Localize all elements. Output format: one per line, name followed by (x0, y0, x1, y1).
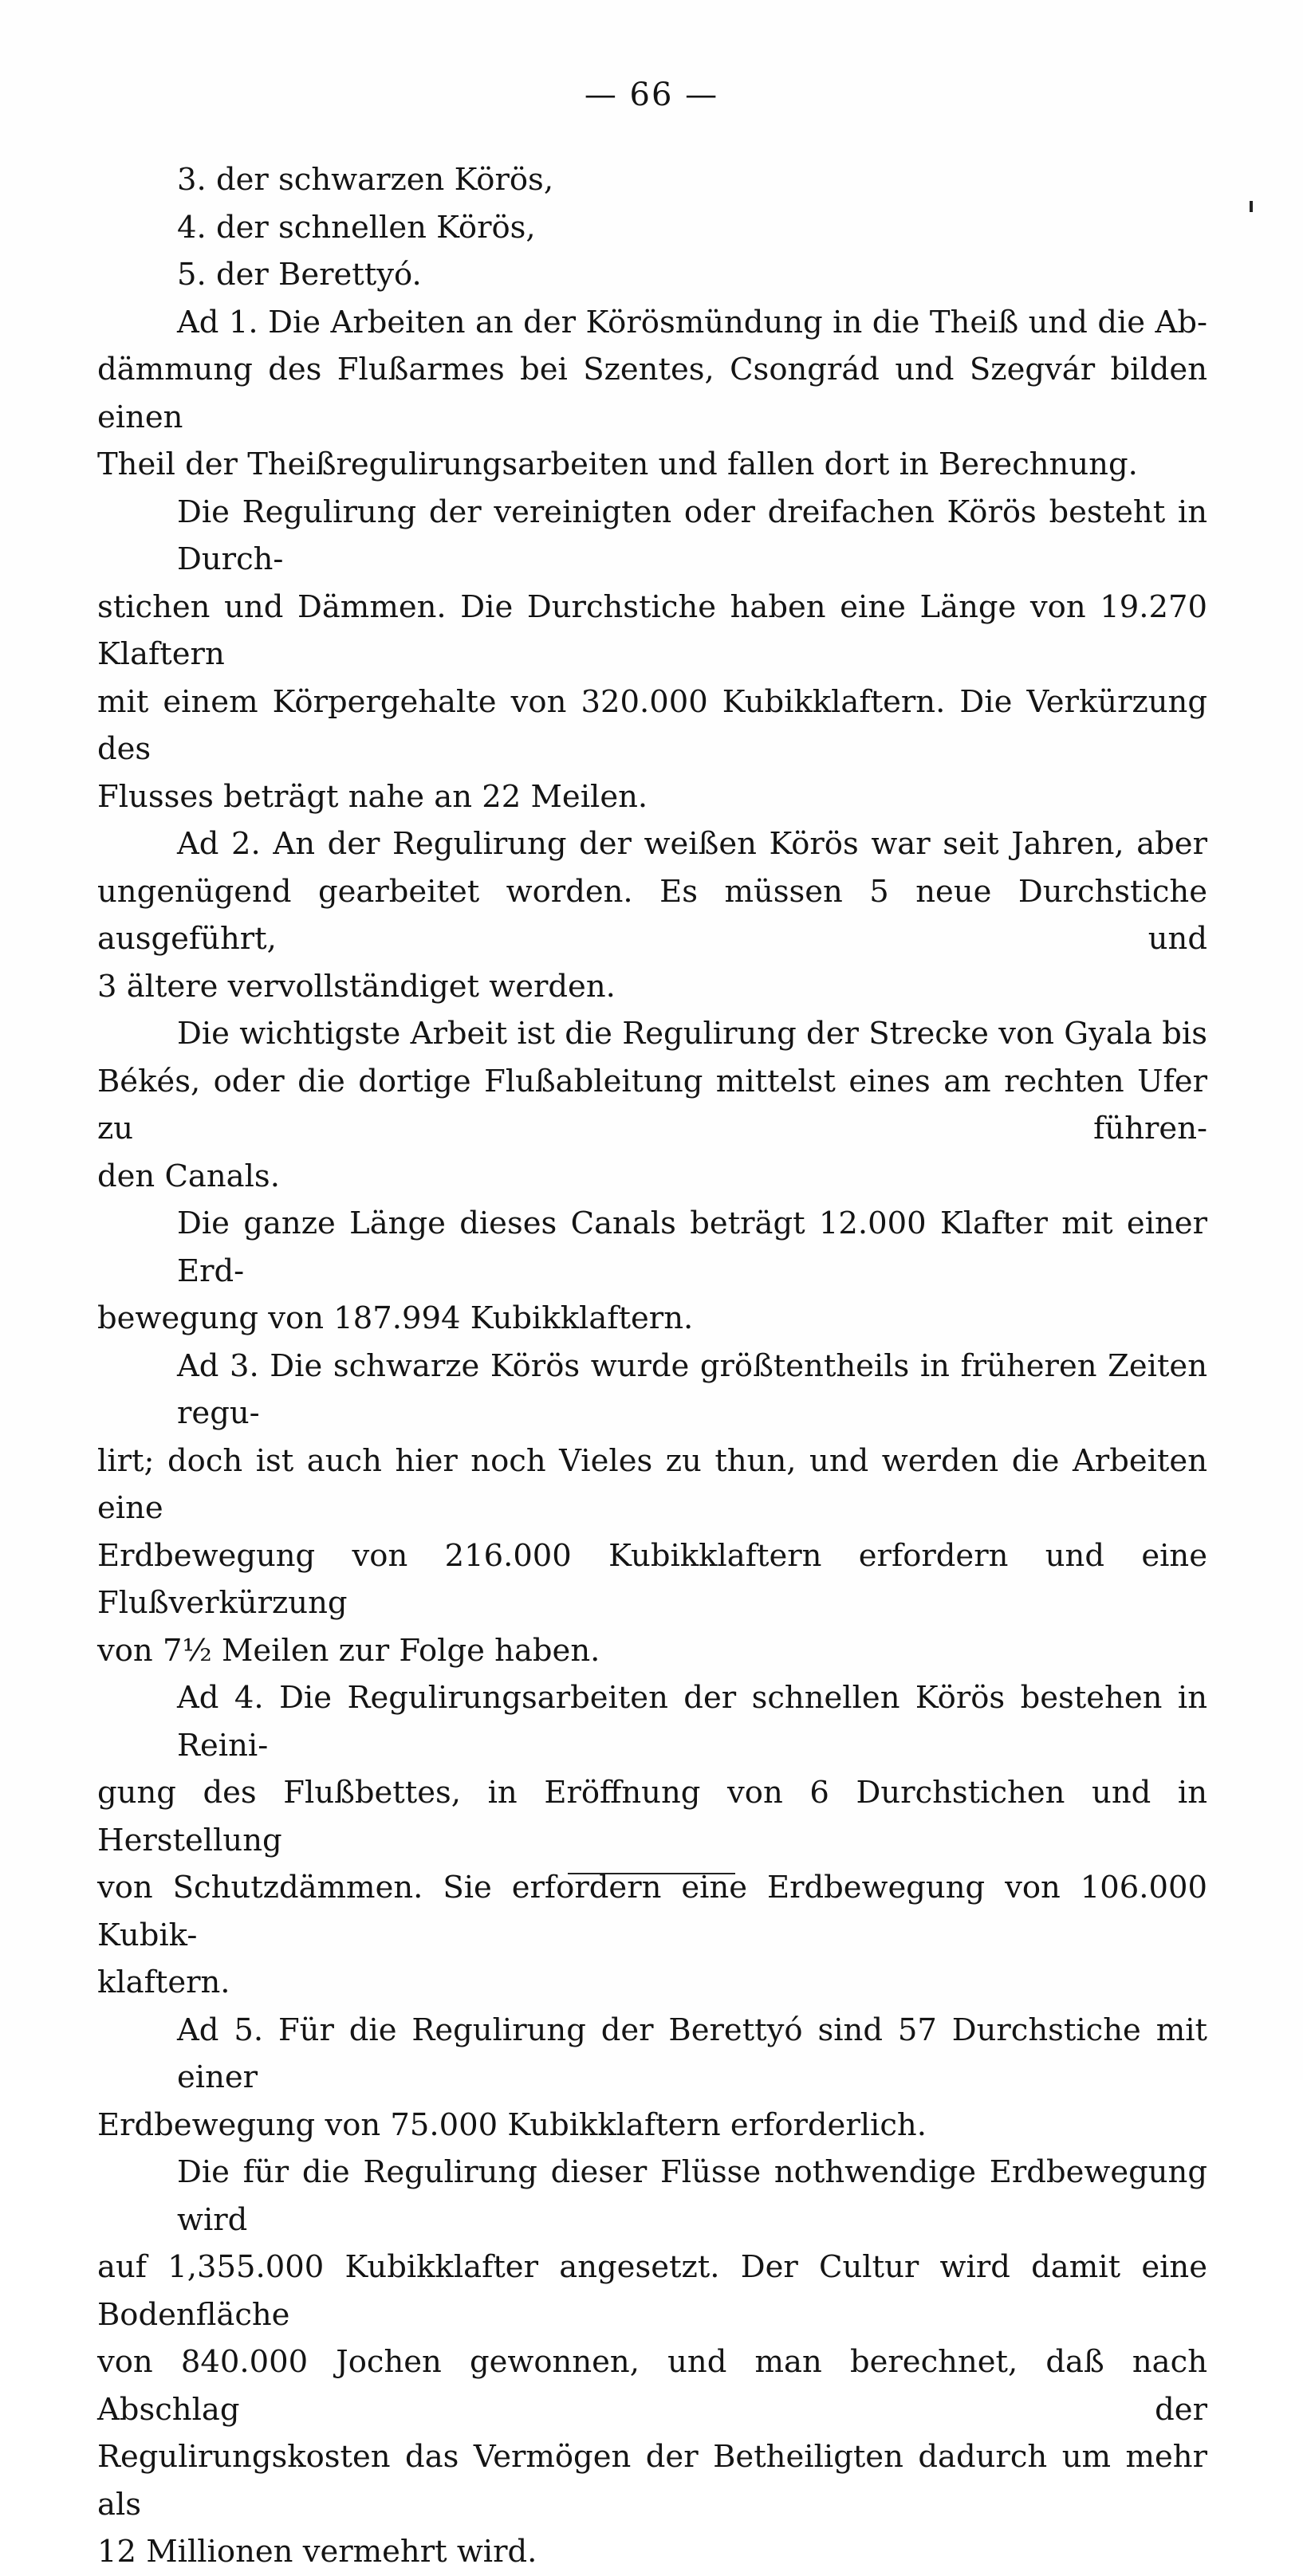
text-line: gung des Flußbettes, in Eröffnung von 6 Durchstichen und in Herstellung (97, 1775, 1207, 1858)
section-end-rule (568, 1873, 735, 1874)
text-line: von 840.000 Jochen gewonnen, und man berechnet, daß nach Abschlag der (97, 2344, 1207, 2428)
text-line: Ad 2. An der Regulirung der weißen Körös war seit Jahren, aber (177, 826, 1207, 862)
list-item: 3. der schwarzen Körös, (177, 162, 554, 198)
paragraph-ad-1 (97, 299, 1207, 489)
paragraph-ad-5 (97, 2007, 1207, 2149)
text-line: Ad 5. Für die Regulirung der Berettyó sind 57 Durchstiche mit einer (177, 2012, 1207, 2095)
text-line: dämmung des Flußarmes bei Szentes, Csongrád und Szegvár bilden einen (97, 352, 1207, 435)
text-line: lirt; doch ist auch hier noch Vieles zu thun, und werden die Arbeiten eine (97, 1442, 1207, 1526)
text-line: von Schutzdämmen. Sie erfordern eine Erdbewegung von 106.000 Kubik- (97, 1870, 1207, 1953)
text-line: Ad 3. Die schwarze Körös wurde größtentheils in früheren Zeiten regu- (177, 1347, 1207, 1431)
text-line: Regulirungskosten das Vermögen der Betheiligten dadurch um mehr als (97, 2439, 1207, 2523)
paragraph-ad-4 (97, 1674, 1207, 2007)
paragraph-summary (97, 2149, 1207, 2576)
text-line: 3 ältere vervollständiget werden. (97, 968, 616, 1005)
ink-speck (1250, 201, 1253, 212)
body-text (97, 156, 1207, 2576)
text-line: bewegung von 187.994 Kubikklaftern. (97, 1300, 694, 1336)
text-line: Flusses beträgt nahe an 22 Meilen. (97, 778, 648, 815)
text-line: Erdbewegung von 216.000 Kubikklaftern erfordern und eine Flußverkürzung (97, 1537, 1207, 1621)
paragraph-ad-3 (97, 1343, 1207, 1675)
text-line: klaftern. (97, 1964, 230, 2000)
text-line: Erdbewegung von 75.000 Kubikklaftern erforderlich. (97, 2106, 927, 2143)
text-line: Die wichtigste Arbeit ist die Regulirung der Strecke von Gyala bis (177, 1016, 1207, 1052)
text-line: den Canals. (97, 1158, 280, 1194)
paragraph-wichtigste-arbeit (97, 1010, 1207, 1200)
text-line: von 7½ Meilen zur Folge haben. (97, 1632, 600, 1669)
text-line: Békés, oder die dortige Flußableitung mittelst eines am rechten Ufer zu führen- (97, 1063, 1207, 1146)
text-line: Die für die Regulirung dieser Flüsse nothwendige Erdbewegung wird (177, 2154, 1207, 2238)
list-item: 5. der Berettyó. (177, 257, 422, 293)
text-line: Die Regulirung der vereinigten oder dreifachen Körös besteht in Durch- (177, 494, 1207, 577)
list-item: 4. der schnellen Körös, (177, 209, 536, 246)
text-line: Theil der Theißregulirungsarbeiten und fallen dort in Berechnung. (97, 446, 1138, 482)
text-line: Die ganze Länge dieses Canals beträgt 12.000 Klafter mit einer Erd- (177, 1205, 1207, 1289)
text-line: Ad 4. Die Regulirungsarbeiten der schnellen Körös bestehen in Reini- (177, 1680, 1207, 1764)
paragraph-ad-2 (97, 820, 1207, 1010)
text-line: mit einem Körpergehalte von 320.000 Kubikklaftern. Die Verkürzung des (97, 683, 1207, 767)
text-line: Ad 1. Die Arbeiten an der Körösmündung in die Theiß und die Ab- (177, 304, 1207, 340)
text-line: auf 1,355.000 Kubikklafter angesetzt. Der Cultur wird damit eine Bodenfläche (97, 2249, 1207, 2333)
paragraph-canal-laenge (97, 1200, 1207, 1343)
page-number: — 66 — (584, 77, 719, 113)
paragraph-vereinigte-koros (97, 489, 1207, 821)
text-line: stichen und Dämmen. Die Durchstiche haben eine Länge von 19.270 Klaftern (97, 588, 1207, 672)
text-line: ungenügend gearbeitet worden. Es müssen 5 neue Durchstiche ausgeführt, und (97, 873, 1207, 957)
text-line: 12 Millionen vermehrt wird. (97, 2534, 537, 2570)
